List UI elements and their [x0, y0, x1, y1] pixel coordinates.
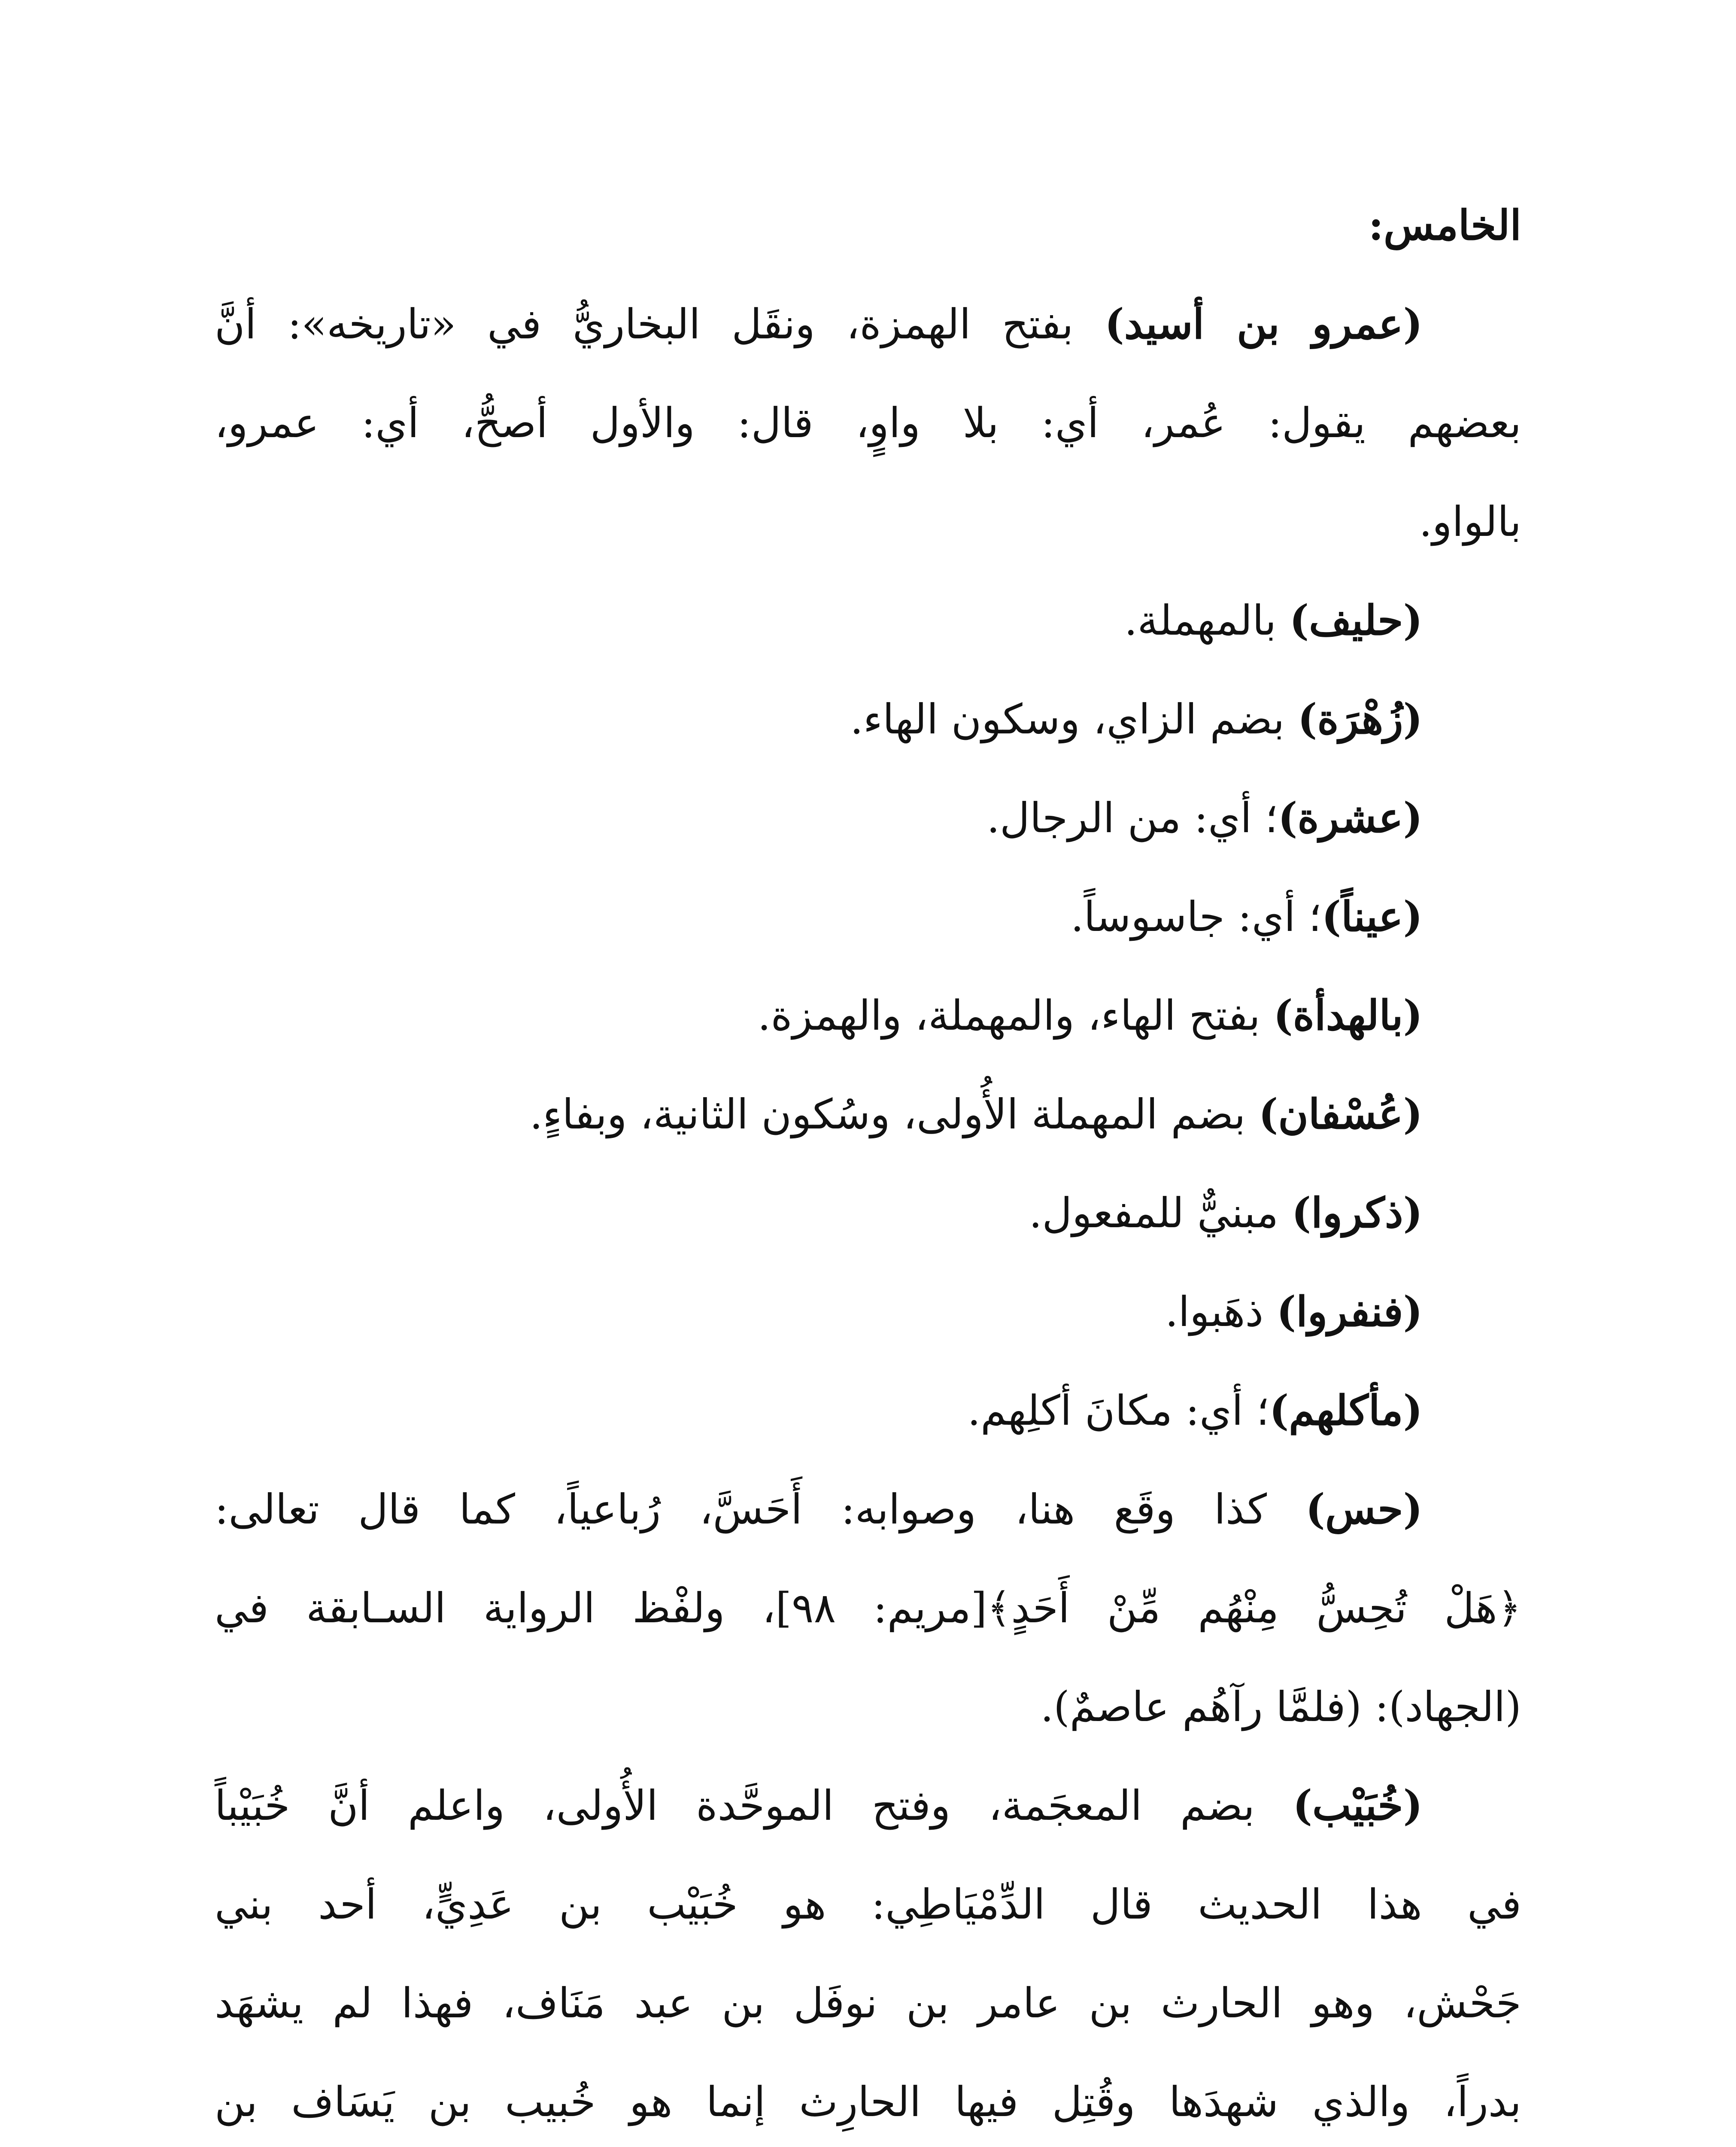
explanation: بضم المهملة الأُولى، وسُكون الثانية، وبفاءٍ. [529, 1090, 1259, 1138]
explanation: ؛ أي: مكانَ أكلِهم. [967, 1387, 1269, 1435]
text-line-6 [215, 769, 1521, 867]
term: (خُبَيْب) [1293, 1781, 1423, 1830]
explanation: ؛ أي: من الرجال. [986, 794, 1278, 842]
term: (فنفروا) [1276, 1287, 1423, 1336]
text-line-10 [215, 1164, 1521, 1262]
text-line-16 [215, 1756, 1521, 1855]
page-body [215, 176, 1521, 2147]
term: (عمرو بن أسيد) [1105, 300, 1423, 348]
text-line-2 [215, 374, 1521, 472]
explanation: بالواو. [1419, 498, 1521, 546]
term: (زُهْرَة) [1297, 695, 1423, 743]
text-line-14 [215, 1559, 1521, 1657]
text-line-17 [215, 1855, 1521, 1954]
heading-text: الخامس: [1368, 201, 1521, 249]
quran-citation: ﴿هَلْ تُحِسُّ مِنْهُم مِّنْ أَحَدٍ﴾[مريم: ٩٨]، ولفْظ الرواية السـابقة في [215, 1584, 1522, 1632]
explanation: بضم المعجَمة، وفتح الموحَّدة الأُولى، واعلم أنَّ خُبَيْباً [215, 1782, 1293, 1830]
text-line-19 [215, 2053, 1521, 2147]
explanation: بالمهملة. [1124, 596, 1290, 645]
text-line-12 [215, 1361, 1521, 1460]
explanation: بضم الزاي، وسكون الهاء. [850, 695, 1298, 743]
text-line-15 [215, 1657, 1521, 1756]
explanation: بفتح الهمزة، ونقَل البخاريُّ في «تاريخه»: أنَّ [215, 300, 1105, 348]
explanation: جَحْش، وهو الحارث بن عامر بن نوفَل بن عبد مَنَاف، فهذا لم يشهَد [215, 1979, 1521, 2027]
explanation: بعضهم يقول: عُمر، أي: بلا واوٍ، قال: والأول أصحُّ، أي: عمرو، [215, 399, 1521, 447]
section-heading [215, 176, 1521, 275]
text-line-3 [215, 472, 1521, 571]
explanation: ذهَبوا. [1165, 1288, 1277, 1336]
explanation: ؛ أي: جاسوساً. [1071, 893, 1322, 941]
term: (ذكروا) [1291, 1189, 1423, 1237]
term: (بالهدأة) [1273, 991, 1423, 1040]
explanation: بفتح الهاء، والمهملة، والهمزة. [757, 991, 1274, 1040]
text-line-8 [215, 966, 1521, 1065]
term: (حليف) [1289, 596, 1423, 645]
text-line-11 [215, 1262, 1521, 1361]
term: (عيناً) [1321, 892, 1423, 941]
text-line-4 [215, 571, 1521, 670]
text-line-1 [215, 275, 1521, 374]
term: (عشرة) [1278, 794, 1423, 842]
text-line-18 [215, 1954, 1521, 2053]
explanation: كذا وقَع هنا، وصوابه: أَحَسَّ، رُباعياً، كما قال تعالى: [215, 1485, 1306, 1533]
text-line-5 [215, 670, 1521, 769]
text-line-9 [215, 1065, 1521, 1164]
explanation: مبنيٌّ للمفعول. [1029, 1189, 1292, 1237]
text-line-13 [215, 1460, 1521, 1559]
explanation: (الجهاد): (فلمَّا رآهُم عاصمٌ). [1040, 1683, 1521, 1731]
text-line-7 [215, 867, 1521, 966]
term: (عُسْفان) [1258, 1090, 1423, 1138]
term: (حس) [1305, 1485, 1423, 1533]
explanation: بدراً، والذي شهدَها وقُتِل فيها الحارِث إنما هو خُبيب بن يَسَاف بن [215, 2078, 1521, 2126]
explanation: في هذا الحديث قال الدِّمْيَاطِي: هو خُبَيْب بن عَدِيٍّ، أحد بني [215, 1880, 1521, 1928]
term: (مأكلهم) [1269, 1386, 1423, 1435]
